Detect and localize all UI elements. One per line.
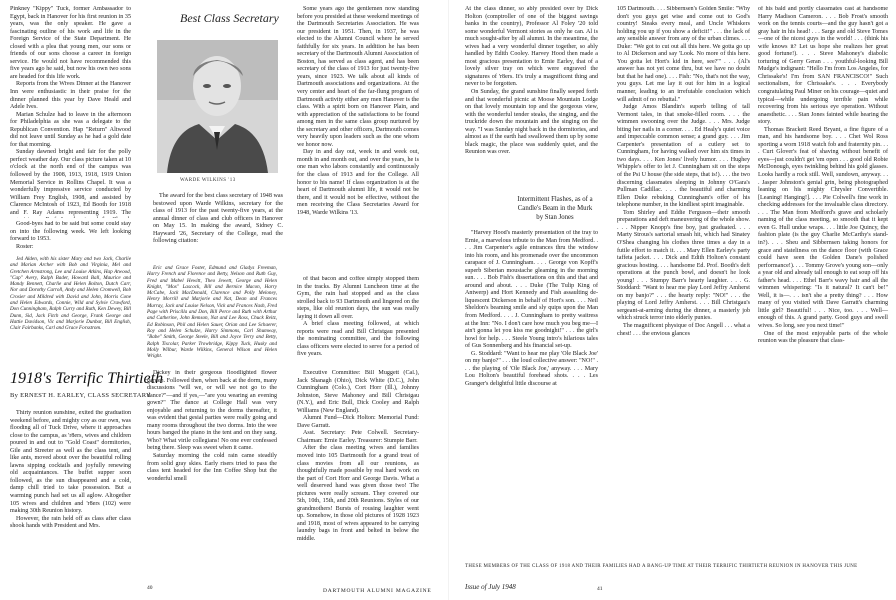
sub-heading [505,195,605,222]
page-number-right: 41 [597,586,603,592]
paragraph: of his bald and portly classmates cast at handsome Harry Madison Cameron. . . . Bob Frost's smooth work on the tennis courts—and the guy hasn't got a gray hair in his head! . . . Sarge and old Steve Tomes—one of the nicest guys in the world! . . . (think his wife knows it? Let us hope she realizes her great good fortune!). . . . Steve Mahoney's diabolic torturing of Gerry Geran . . . youthful-looking Bill Mudge's indignant: "Hello I'm from Los Angeles, for Chrissake's! I'm from SAN FRANCISCO!" Such sectionalism, for Chrissake's. . . . Everybody congratulating Paul Miner on his courage—quiet and typical—while undergoing terrible pain while recovering from his serious eye operation. Without anaesthetic. . . . Stan Jones fainted while hearing the story. [758,6,888,126]
paragraph: Sunday dawned bright and fair for the polly perfect weather day. Our class picture taken at 10 o'clock at the north end of the campus was followed by the 1908, 1913, 1918, 1919 Union Memorial Service in Rollins Chapel. It was a wonderfully impressive service conducted by William Frey English, 1908, and assisted by Clarence McIntosh of 1923, Ed Booth for 1918 and F. Ray Adams representing 1919. The [10,149,131,216]
roster-text: Eric and Grace Foster, Edmund and Gladys Freeman, Harry French and Florence and Betty, Nelson and Ruth Guy, Fred and Mabel Hewitt, Theo Jewett, George and Helen Knight, "Mox" Lascock, Bill and Bernice Macon, Harry McCabe, Jack MacDonald, Clarence and Polly Meloney, Henry Morrill and Marjorie and Nat, Dean and Frances Murray, Jack and Louise Nelson, Vick and Frances Nash, Fred Page with Priscilla and Don, Bill Perce and Ruth with Arthur and Catherine, John Remson, Nat and Lee Ross, Chuck Reitz, Ed Robinson, Phil and Helen Sauer, Orian and Lee Schaerer, Roy and Helen Schulze, Harry Simmons, Carl Shumway, "Babe" Smith, George Steele, Bill and Joyce Terry and Betty, Ralph Tiscolar, Parker Trowbridge, Kippy Tuck, Husky and Molly Wilbur, Warde Wilkins, General Wilson and Helen Wright. [147,265,277,360]
paragraph: Roster: [16,243,34,249]
paragraph: "Harvey Hood's masterly presentation of the tray to Ernie, a marvelous tribute to the Man from Medford. . . . Jim Carpenter's agile entrances thru the window into his room, and his promenade over the uncommon carapace of J. Cunningham. . . . George von Kopff's superb Siberian moustache gleaming in the morning sun. . . . Bob Fish's dissertations on this and that and around and about. . . . Duke (The Tulip King of Antwerp) and Hort Kennedy and Fish assaulting de-liquescent Dickerson in behalf of Hort's son. . . . Neil Sheldon's beaming smile and sly quips upon the Man from Medford. . . . J. Cunningham to pretty waitress at the Inn: "No. I don't care how much you beg me—I ain't gonna let you kiss me goodnight!" . . . the girl's howl for help. . . . Steele Young intro's hilarious tales of Gus Sonnenberg and his financial set-up. [465,230,598,350]
paragraph: Asst. Secretary: Pete Colwell. Secretary-Chairman: Ernie Earley. Treasurer: Stumpie Barr. [297,430,419,444]
paragraph: At the class dinner, so ably presided over by Dick Holton (comptroller of one of the biggest savings banks in the country), Professor Al Foley '20 told some wonderful Vermont stories as only he can. Al is much sought-after by all alumni. In the meantime, the wives had a very wonderful dinner together, so ably handled by Edith Cooley. Harvey Hood then made a most gracious presentation to Ernie Earley, that of a lovely silver tray on which were engraved the signatures of 'r8ers. It's truly a magnificent thing and never to be forgotten. [465,6,598,88]
paragraph: Executive Committee: Bill Muggett (Cal.), Jack Shanagh (Ohio), Dick White (D.C.), John Cunningham (Colo.), Cort Horr (Ill.), Johnny Johnston, Steve Mahoney and Bill Christgau (N.Y.), and Eric Bull, Dick Cooley and Ralph Williams (New England). [297,370,419,414]
byline: By ERNEST H. EARLEY, CLASS SECRETARY [10,392,151,399]
paragraph: One of the most enjoyable parts of the whole reunion was the pleasure that class- [758,330,888,345]
paragraph: A brief class meeting followed, at which reports were read and Bill Christgau presented the nominating committee, and the following class officers were elected to serve for a period of five years. [297,321,419,358]
section-heading: Best Class Secretary [180,11,279,25]
paragraph: Thomas Brackett Reed Bryant, a fine figure of a man, and his handsome boy. . . . Chet Wol Ross sporting a worn 1918 watch fob and fraternity pin. . . . Curt Glover's feat of shaving without benefit of eyes—just couldn't get 'em open . . . good old Robie McDonough, eyes twinkling behind his gold glasses. Looks hardly a rock still. Well, sundown, anyway. . . . Jasper Johnston's genial grin, being photographed leaning on his mighty Chrysler Convertible. [Leaning! Hanging!]. . . . Pie Colwell's fine work in checking addresses for the invaluable class directory. . . . The Man from Medford's grave and scholarly naming of the class meeting, so smooth that it kept even G. Hull undue wraps. . . . little Joe Quincy, the fashion plate (is the guy Charlie McCarthy's stand-in?). . . . Sheu and Sibbernsen taking honors for grace and stateliness on the dance floor (with Grace could have seen the Golden Dane's polished performance!). . . . Tommy Grove's young son—only a year old and already tall enough to eat soup off his father's head. . . . Ethel Barr's wavy hair and all the wimmen whispering: "Is it natural? It can't be!" Well, it is—. . . isn't she a pretty thing? . . . How many of you visited with Dave Garratt's charming little girl? Beautiful! . . . Nice, too. . . . Well—enough of this. A grand party. Good guys and swell wives. So long, see you next time!" [758,126,888,329]
sub-heading-byline: by Stan Jones [536,214,574,221]
paragraph: Dickey in their gorgeous floodlighted flower garden. Followed then, when back at the dorm, many discussions "will we, or will we not go to the dance?"—and if yes,—"are you wearing an evening gown?" The dance at College Hall was very enjoyable and returning to the dorms thereafter, it was evident that gesial parties were really going and many rooms throughout the two dorms. Into the wee hours banged the piano in the tent and on they sang. Who? What virile collegians! No one ever confessed being there. Sleep was sweet when it came. [147,370,277,452]
left-column-3-continued [297,276,419,361]
paragraph: Alumni Fund—Dick Holton: Memorial Fund: Dave Garratt. [297,415,419,429]
paragraph: Marian Schulze had to leave in the afternoon for Philadelphia as she was a delegate to the Republican Convention. Hap "Return" Altwood did not leave until Sunday as he had a gold date for that morning. [10,111,131,148]
roster-names-2 [147,265,277,361]
portrait-image [157,40,278,173]
paragraph: Pinkney "Kippy" Tuck, former Ambassador to Egypt, back in Hanover for his first reunion in 35 years, was the only speaker. He gave a fascinating outline of his work and life in the Foreign Service of the State Department. He closed with a plea that young men, our sons or friends of our sons choose a career in foreign service. He would not have recommended this five years ago he said, but now his own two sons are headed for this life work. [10,6,131,80]
left-column-1 [10,6,131,218]
paragraph: Thirty reunion sunshine, exited the graduation weekend before, and mighty coy as our own, was flooding all of Tuck Drive, where it approaches close to the campus, as 'r8ers, wives and children poured in and out to "Gold Coast" dormitories, Gile and Streeter as well as the class tent, and like ants, moved about over the beautiful rolling lawns sipping cocktails and joyfully renewing old acquaintances. The buffet supper soon followed, as the sun disappeared and a cold, damp chill tried to take possession. But a warming punch had set us all aglow. Altogether 105 wives and children and 'r8ers (102) were making 30th Reunion history. [10,410,131,515]
roster-text: Jed Alden, with his sister Mary and two Jack, Charlie and Marian Archer with Bob and Virginia, Mel and Gretchen Armstrong, Lee and Louise Atkins, Hap Atwood, "Cap" Avery, Ralph Bader, Howard Ball, Maurice and Mandy Bennett, Charlie and Helen Bolton, Dutch Carr, Nor and Dorothy Carroll, Andy and Helen Cromwell, Bob Crosier and Mildred with David and John, Morris Cone and Helen Edwards, Connie, Wild and Sylvie Crawford, Don Cunningham, Ralph Curry and Ruth, Ken Dewey, Bill Dunn, Sid, Jack Fitch and George, Frank George and Hattie Davidson, Vic and Marjorie Dunbar, Bill English, Clair Fairbanks, Carl and Grace Forsstrom. [10,256,131,332]
paragraph: Saturday morning the cold rain came steadily from solid gray skies. Early risers tried to pass the class tent headed for the Inn Coffee Shop but the wonderful smell [147,453,277,482]
paragraph: Tom Shirley and Eddie Ferguson—their smooth preparations and deft maneuvering of the whole show. . . . Nipper Knopp's fine boy, just graduated. . . . Marty Strous's sartorial smash hit, which had Sinatey O'Shea changing his clothes three times a day in a futile effort to match it. . . . Mary Ellen Earley's party taffeta jacket. . . . Dick and Edith Holton's constant gracious hosting. . . . handsome Ed. Prof. Booth's deft operations at the punch bowl, and doesn't he look young! . . . Stumpy Barr's hearty laughter. . . . G. Stoddard: "Want to hear me play Lord Jeffry Amherst on my banjo?" . . . the hearty reply: "NO!" . . . the playing of Lord Jeffry Amherst. . . . Bill Christgau's sergeant-at-arming during the dinner, a masterly job which struck terror into elderly punies. [617,209,750,322]
issue-date: Issue of July 1948 [465,583,516,591]
left-bottom-column-1 [10,410,131,560]
paragraph: of that bacon and coffee simply stopped them in the tracks. By Alumni Luncheon time at the Gym, the rain had stopped and as the class strolled back to 93 Dartmouth and lingered on the steps, like old reunion days, the sun was really laying it down all over. [297,276,419,320]
group-photo-caption: THESE MEMBERS OF THE CLASS OF 1918 AND THEIR FAMILIES HAD A BANG-UP TIME AT THEIR TERRIFIC THIRTIETH REUNION IN HANOVER THIS JUNE [465,564,858,569]
left-bottom-column-3 [297,370,419,560]
left-column-1-tail [10,221,131,249]
right-column-3 [758,6,888,563]
magazine-name: DARTMOUTH ALUMNI MAGAZINE [323,588,432,594]
paragraph: Some years ago the gentlemen now standing before you presided at these weekend meetings of the Dartmouth Secretaries Association. He was our president in 1951. Then, in 1937, he was elected to the Alumni Council where he served faithfully for six years. In addition he has been secretary of the Dartmouth Alumni Association of Boston, has served as class agent, and has been secretary of the class of 1913 for just twenty-five years, since 1923. We talk about all kinds of Dartmouth associations and organizations. At the very center and heart of the far-flung program of Dartmouth activity either any men Hanover is the class. With a spirit born on Hanover Plain, and with appreciation of the satisfactions to be found among men in the same class group nurtured by the secretary and other officers, Dartmouth comes very heavily upon leaders such as the one whom we honor now. [297,6,419,148]
award-text [153,193,283,246]
paragraph: Good-byes had to be said but some could stay on into the following week. We left looking forward to 1953. [10,221,131,243]
paragraph: G. Stoddard: "Want to hear me play 'Ole Black Joe' on my banjo?" . . . the loud collective answer: "NO!" . . . the playing of 'Ole Black Joe,' anyway. . . . Mary Lou Holton's beautiful forehead shots. . . . Les Granger's delightful little discourse at [465,350,598,387]
left-column-3 [297,6,419,272]
paragraph: The magnificent physique of Doc Angell . . . what a chest! . . . the envious glances [617,322,750,337]
paragraph: After the class meeting wives and families moved into 105 Dartmouth for a grand treat of class movies from all our reunions, as thoughtfully made possible by real hard work on the part of Cort Horr and George Davis. What a well deserved hand was given those two! The pictures were really scream. They covered our 5th, 10th, 15th, and 20th Reunions. Styles of our grandmothers! Bursts of rousing laughter went up. Somehow, in those old pictures of 1928 1923 and 1918, most of wives appeared to be carrying laundry bags in front and belted in below the middle. [297,445,419,543]
paragraph: Day in and day out, week in and week out, month in and month out, and over the years, he is one man who labors constantly and continuously for the class of 1913 and for the College. All honor to his name! If class organization is at the heart of Dartmouth alumni life, it would not be there, and it would not be effective, without the men receiving the Class Secretaries Award for 1948, Warde Wilkins '13. [297,149,419,216]
paragraph: 105 Dartmouth. . . . Sibbernsen's Golden Smile: "Why don't you guys get wise and come out to God's country! Steaks every meal, and Uncle Whiskers holding you up if you show a deficit!" . . . the lack of any sensible answer from any of the urban climes. . . . Duke: "We got to cut out all this here. We gotta go up to Al Dickerson and say 'Look. No more of this here. You gotta let Hort's kid in here, see?'" . . . (Al's answer has not yet come thru, but we have no doubt but that he had one). . . . Fish: "No, that's not the way, you guys. Let me lay it out for him in a logical manner, leading to an irrefutable conclusion which will admit of no rebuttal." [617,6,750,103]
portrait-photo [157,40,278,173]
paragraph: On Sunday, the grand sunshine finally seeped forth and that wonderful picnic at Moose Mountain Lodge on that lovely mountain top and the gorgeous view, with the wonderful tender steaks, the singing, and the truckride down the mountain and the singing on the way. "I was Sunday night back in the dormitories, and almost as if the earth had swallowed them up by some black magic, the place was suddenly quiet, and the Reunion was over. [465,89,598,156]
roster-names-1 [10,256,131,360]
article-title: 1918's Terrific Thirtieth [10,370,164,387]
right-column-1-continued [465,230,598,556]
paragraph: However, the rain held off as class after class shook hands with President and Mrs. [10,515,131,530]
sub-heading-title: Intermittent Flashes, as of a Candle's Beam in the Murk [517,196,593,212]
page-number-left: 40 [147,585,153,591]
paragraph: The award for the best class secretary of 1948 was bestowed upon Warde Wilkins, secretary for the class of 1913 for the past twenty-five years, at the annual dinner of class and club officers in Hanover on May 15. In making the award, Sidney C. Hayward '26, Secretary of the College, read the following citation: [153,193,283,245]
left-bottom-column-2 [147,370,277,560]
paragraph: Judge Amos Blandin's superb telling of tall Vermont tales, in that smoke-filled room. . . . the wimmen swooning over the Judge. . . . Mrs. Judge biting her nails in a corner. . . . Ed Healy's quiet voice and impeccable common sense; a grand guy. . . . Jim Carpenter's presentation of a cutlery set to Cunningham, for having walked over him six times in two days. . . . Ken Jones' lively humor. . . . Hughey Whipple's offer to let J. Cunningham sit on the steps of the Psi U house (the side steps, that is!). . . . the two discerning classmates sleeping in Johnny O'Gara's Pullman Cadillac. . . . the beautiful and charming Ellen Duke rebuking Cunningham's offer of his telephone number, in the kindliest spirit imaginable. [617,104,750,209]
right-column-2 [617,6,750,542]
right-column-1 [465,6,598,189]
paragraph: Reports from the Wives Dinner at the Hanover Inn were enthusiastic in their praise for the dinner planned this year by Dave Heald and Adele Ives. [10,81,131,111]
page-gutter [448,0,449,600]
photo-caption: WARDE WILKINS '13 [180,178,236,183]
